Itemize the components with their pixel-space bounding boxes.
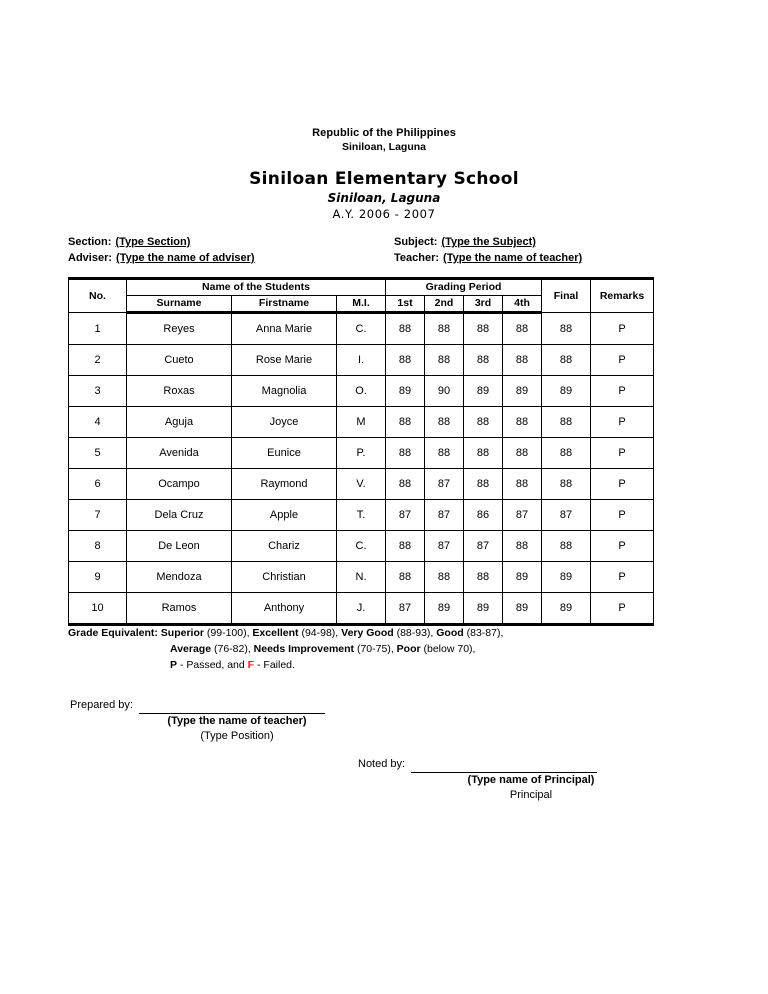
cell-no: 6 (69, 469, 127, 500)
table-row (69, 407, 654, 438)
col-header-q2: 2nd (425, 296, 464, 313)
prepared-by-label: Prepared by: (70, 699, 133, 711)
cell-firstname: Chariz (232, 531, 337, 562)
cell-final: 88 (542, 438, 591, 469)
cell-surname: De Leon (127, 531, 232, 562)
cell-remarks: P (591, 345, 654, 376)
cell-no: 5 (69, 438, 127, 469)
cell-no: 8 (69, 531, 127, 562)
cell-final: 88 (542, 469, 591, 500)
cell-q3: 87 (464, 531, 503, 562)
cell-q4: 88 (503, 531, 542, 562)
table-row (69, 500, 654, 531)
cell-no: 10 (69, 593, 127, 625)
cell-q1: 87 (386, 593, 425, 625)
cell-q4: 88 (503, 345, 542, 376)
cell-remarks: P (591, 438, 654, 469)
cell-q3: 88 (464, 469, 503, 500)
cell-q3: 88 (464, 345, 503, 376)
adviser-value[interactable]: (Type the name of adviser) (116, 252, 255, 264)
cell-q2: 87 (425, 531, 464, 562)
cell-mi: M (337, 407, 386, 438)
cell-q4: 88 (503, 313, 542, 345)
cell-q3: 86 (464, 500, 503, 531)
cell-firstname: Anna Marie (232, 313, 337, 345)
cell-mi: O. (337, 376, 386, 407)
grades-table (68, 277, 654, 626)
legend-line-2 (68, 641, 708, 657)
cell-no: 1 (69, 313, 127, 345)
teacher-label: Teacher: (394, 252, 440, 264)
cell-q3: 89 (464, 376, 503, 407)
cell-firstname: Anthony (232, 593, 337, 625)
cell-q1: 87 (386, 500, 425, 531)
cell-surname: Aguja (127, 407, 232, 438)
cell-q2: 88 (425, 438, 464, 469)
table-row (69, 313, 654, 345)
cell-firstname: Magnolia (232, 376, 337, 407)
cell-q3: 88 (464, 438, 503, 469)
cell-firstname: Apple (232, 500, 337, 531)
cell-q2: 88 (425, 313, 464, 345)
col-header-remarks: Remarks (591, 279, 654, 313)
cell-q2: 88 (425, 562, 464, 593)
cell-remarks: P (591, 531, 654, 562)
academic-year: A.Y. 2006 - 2007 (332, 207, 436, 221)
col-header-q3: 3rd (464, 296, 503, 313)
class-info-block (68, 234, 698, 266)
legend-needs-range: (70-75), (356, 643, 394, 655)
republic-place-line: Siniloan, Laguna (341, 141, 426, 153)
cell-mi: C. (337, 313, 386, 345)
cell-q4: 88 (503, 469, 542, 500)
cell-surname: Ocampo (127, 469, 232, 500)
col-header-surname: Surname (127, 296, 232, 313)
cell-firstname: Rose Marie (232, 345, 337, 376)
cell-final: 89 (542, 376, 591, 407)
prepared-by-signature-line[interactable] (139, 700, 325, 714)
col-header-q4: 4th (503, 296, 542, 313)
cell-surname: Dela Cruz (127, 500, 232, 531)
legend-failed-code: F (247, 659, 255, 671)
col-header-q1: 1st (386, 296, 425, 313)
legend-line-1 (68, 625, 708, 641)
noted-by-line (358, 757, 656, 773)
cell-q1: 88 (386, 438, 425, 469)
legend-excellent-range: (94-98), (301, 627, 339, 639)
col-header-no: No. (69, 279, 127, 313)
cell-q2: 89 (425, 593, 464, 625)
cell-q2: 88 (425, 345, 464, 376)
cell-final: 88 (542, 407, 591, 438)
cell-remarks: P (591, 376, 654, 407)
cell-mi: P. (337, 438, 386, 469)
noted-by-position: Principal (509, 789, 553, 801)
col-header-mi: M.I. (337, 296, 386, 313)
cell-mi: V. (337, 469, 386, 500)
legend-average-range: (76-82), (213, 643, 251, 655)
cell-q1: 89 (386, 376, 425, 407)
col-header-grading-group: Grading Period (386, 279, 542, 296)
cell-firstname: Raymond (232, 469, 337, 500)
cell-final: 89 (542, 562, 591, 593)
cell-remarks: P (591, 407, 654, 438)
adviser-field (68, 250, 394, 266)
cell-q1: 88 (386, 313, 425, 345)
cell-surname: Mendoza (127, 562, 232, 593)
cell-q3: 89 (464, 593, 503, 625)
table-row (69, 376, 654, 407)
col-header-final: Final (542, 279, 591, 313)
cell-remarks: P (591, 469, 654, 500)
table-row (69, 593, 654, 625)
legend-title: Grade Equivalent: (68, 627, 158, 639)
noted-by-label: Noted by: (358, 758, 406, 770)
cell-q4: 89 (503, 562, 542, 593)
subject-label: Subject: (394, 236, 438, 248)
noted-by-block (358, 757, 656, 803)
cell-q2: 88 (425, 407, 464, 438)
cell-q2: 87 (425, 500, 464, 531)
cell-q2: 87 (425, 469, 464, 500)
cell-no: 7 (69, 500, 127, 531)
info-row-adviser-teacher (68, 250, 698, 266)
cell-surname: Ramos (127, 593, 232, 625)
cell-final: 88 (542, 345, 591, 376)
adviser-label: Adviser: (68, 252, 113, 264)
legend-excellent-label: Excellent (252, 627, 299, 639)
cell-q1: 88 (386, 531, 425, 562)
noted-by-name[interactable]: (Type name of Principal) (467, 774, 595, 786)
prepared-by-position[interactable]: (Type Position) (200, 730, 274, 742)
cell-q4: 89 (503, 593, 542, 625)
col-header-firstname: Firstname (232, 296, 337, 313)
cell-final: 88 (542, 313, 591, 345)
cell-surname: Reyes (127, 313, 232, 345)
prepared-by-block (70, 698, 362, 744)
cell-q1: 88 (386, 345, 425, 376)
cell-q1: 88 (386, 469, 425, 500)
legend-failed-text: - Failed. (257, 659, 295, 671)
legend-line-3 (68, 657, 708, 673)
cell-q4: 88 (503, 407, 542, 438)
legend-verygood-range: (88-93), (396, 627, 434, 639)
noted-by-signature-line[interactable] (411, 759, 597, 773)
teacher-value[interactable]: (Type the name of teacher) (443, 252, 583, 264)
cell-no: 2 (69, 345, 127, 376)
section-label: Section: (68, 236, 112, 248)
info-row-section-subject (68, 234, 698, 250)
subject-value[interactable]: (Type the Subject) (441, 236, 536, 248)
cell-q4: 89 (503, 376, 542, 407)
prepared-by-line (70, 698, 362, 714)
cell-no: 9 (69, 562, 127, 593)
subject-field (394, 234, 536, 250)
cell-remarks: P (591, 313, 654, 345)
table-row (69, 562, 654, 593)
cell-mi: C. (337, 531, 386, 562)
cell-mi: J. (337, 593, 386, 625)
cell-firstname: Eunice (232, 438, 337, 469)
legend-passed-code: P (170, 659, 178, 671)
prepared-by-name[interactable]: (Type the name of teacher) (167, 715, 307, 727)
header-row-groups (69, 279, 654, 296)
cell-q3: 88 (464, 407, 503, 438)
section-field (68, 234, 394, 250)
cell-surname: Roxas (127, 376, 232, 407)
cell-surname: Cueto (127, 345, 232, 376)
school-name: Siniloan Elementary School (249, 169, 519, 189)
cell-q1: 88 (386, 562, 425, 593)
cell-q3: 88 (464, 562, 503, 593)
cell-remarks: P (591, 593, 654, 625)
legend-poor-range: (below 70), (423, 643, 476, 655)
legend-superior-range: (99-100), (206, 627, 250, 639)
cell-final: 88 (542, 531, 591, 562)
school-place: Siniloan, Laguna (327, 191, 441, 205)
legend-passed-text: - Passed, and (179, 659, 245, 671)
cell-firstname: Christian (232, 562, 337, 593)
legend-good-label: Good (436, 627, 464, 639)
table-row (69, 469, 654, 500)
cell-q1: 88 (386, 407, 425, 438)
cell-final: 87 (542, 500, 591, 531)
cell-final: 89 (542, 593, 591, 625)
legend-needs-label: Needs Improvement (253, 643, 355, 655)
grades-table-head (69, 279, 654, 313)
republic-line: Republic of the Philippines (312, 127, 456, 139)
cell-remarks: P (591, 562, 654, 593)
table-row (69, 531, 654, 562)
cell-mi: N. (337, 562, 386, 593)
cell-mi: T. (337, 500, 386, 531)
cell-q4: 87 (503, 500, 542, 531)
cell-no: 3 (69, 376, 127, 407)
legend-average-label: Average (170, 643, 212, 655)
legend-poor-label: Poor (396, 643, 421, 655)
cell-mi: I. (337, 345, 386, 376)
table-row (69, 345, 654, 376)
cell-no: 4 (69, 407, 127, 438)
section-value[interactable]: (Type Section) (115, 236, 191, 248)
legend-good-range: (83-87), (466, 627, 504, 639)
grades-table-body (69, 313, 654, 625)
cell-firstname: Joyce (232, 407, 337, 438)
cell-q2: 90 (425, 376, 464, 407)
table-row (69, 438, 654, 469)
legend-superior-label: Superior (160, 627, 204, 639)
cell-q3: 88 (464, 313, 503, 345)
grade-equivalent-legend (68, 625, 708, 673)
teacher-field (394, 250, 582, 266)
legend-verygood-label: Very Good (341, 627, 394, 639)
document-heading (0, 126, 768, 222)
col-header-name-group: Name of the Students (127, 279, 386, 296)
cell-surname: Avenida (127, 438, 232, 469)
cell-remarks: P (591, 500, 654, 531)
cell-q4: 88 (503, 438, 542, 469)
